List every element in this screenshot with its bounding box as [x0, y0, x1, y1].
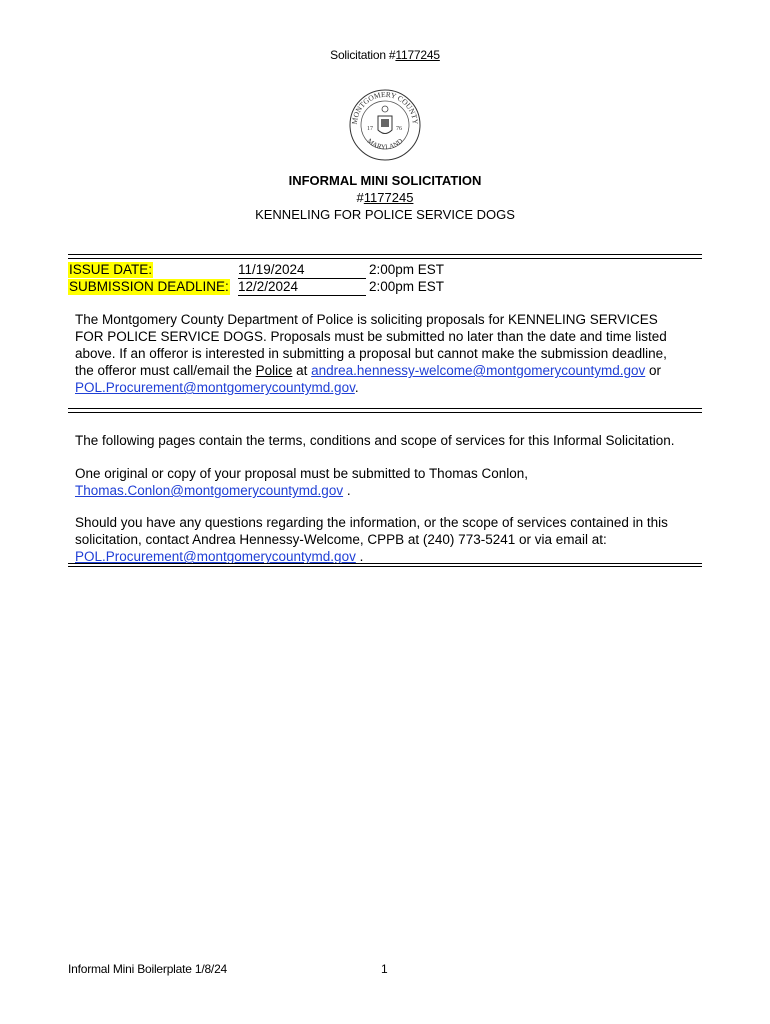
- intro-line: [75, 379, 705, 396]
- footer-label: Informal Mini Boilerplate 1/8/24: [68, 962, 228, 976]
- questions-line: Should you have any questions regarding the information, or the scope of services contained in this: [75, 515, 668, 530]
- solicitation-header: [0, 48, 770, 62]
- solicitation-number: [0, 190, 770, 205]
- email-link-conlon[interactable]: Thomas.Conlon@montgomerycountymd.gov: [75, 483, 344, 498]
- divider: [68, 258, 702, 259]
- terms-paragraph: The following pages contain the terms, conditions and scope of services for this Informal Solicitation.: [75, 433, 675, 448]
- questions-text: .: [355, 549, 364, 564]
- document-title: INFORMAL MINI SOLICITATION: [288, 173, 482, 188]
- submission-text: .: [343, 483, 351, 498]
- divider: [68, 563, 702, 564]
- issue-date-value: 11/19/2024: [238, 262, 366, 279]
- deadline-date-value: 12/2/2024: [238, 279, 366, 296]
- number-prefix: #: [356, 190, 364, 205]
- divider: [68, 408, 702, 409]
- questions-paragraph: [75, 514, 705, 565]
- intro-paragraph: [75, 311, 705, 396]
- email-link-procurement[interactable]: POL.Procurement@montgomerycountymd.gov: [75, 380, 355, 395]
- intro-line: The Montgomery County Department of Police is soliciting proposals for KENNELING SERVICES: [75, 312, 658, 327]
- submission-line: [75, 482, 705, 499]
- intro-text: or: [645, 363, 662, 378]
- svg-text:17: 17: [367, 126, 373, 132]
- svg-text:76: 76: [396, 126, 402, 132]
- county-seal-logo: [348, 88, 422, 162]
- intro-text: .: [354, 380, 359, 395]
- divider: [68, 254, 702, 255]
- police-text: Police: [255, 363, 293, 378]
- email-link-andrea[interactable]: andrea.hennessy-welcome@montgomerycountymd.gov: [311, 363, 646, 378]
- intro-line: [75, 362, 705, 379]
- header-prefix: Solicitation #: [330, 48, 396, 62]
- intro-text: at: [292, 363, 312, 378]
- deadline-label: SUBMISSION DEADLINE:: [69, 279, 229, 294]
- intro-text: the offeror must call/email the: [75, 363, 256, 378]
- questions-line: solicitation, contact Andrea Hennessy-Welcome, CPPB at (240) 773-5241 or via email at:: [75, 532, 607, 547]
- svg-text:MARYLAND: MARYLAND: [365, 137, 405, 152]
- divider: [68, 566, 702, 567]
- deadline-time-value: 2:00pm EST: [369, 279, 445, 294]
- intro-line: above. If an offeror is interested in submitting a proposal but cannot make the submission deadline,: [75, 346, 667, 361]
- issue-time-value: 2:00pm EST: [369, 262, 445, 277]
- issue-date-label: ISSUE DATE:: [69, 262, 153, 277]
- divider: [68, 412, 702, 413]
- intro-line: FOR POLICE SERVICE DOGS. Proposals must be submitted no later than the date and time listed: [75, 329, 667, 344]
- number-value: 1177245: [363, 190, 414, 205]
- header-number: 1177245: [395, 48, 440, 62]
- document-subtitle: KENNELING FOR POLICE SERVICE DOGS: [255, 207, 515, 222]
- svg-text:MONTGOMERY COUNTY: MONTGOMERY COUNTY: [349, 89, 421, 125]
- submission-line: One original or copy of your proposal must be submitted to Thomas Conlon,: [75, 466, 528, 481]
- email-link-procurement-2[interactable]: POL.Procurement@montgomerycountymd.gov: [75, 549, 356, 564]
- page-number: 1: [381, 962, 388, 976]
- submission-paragraph: [75, 465, 705, 499]
